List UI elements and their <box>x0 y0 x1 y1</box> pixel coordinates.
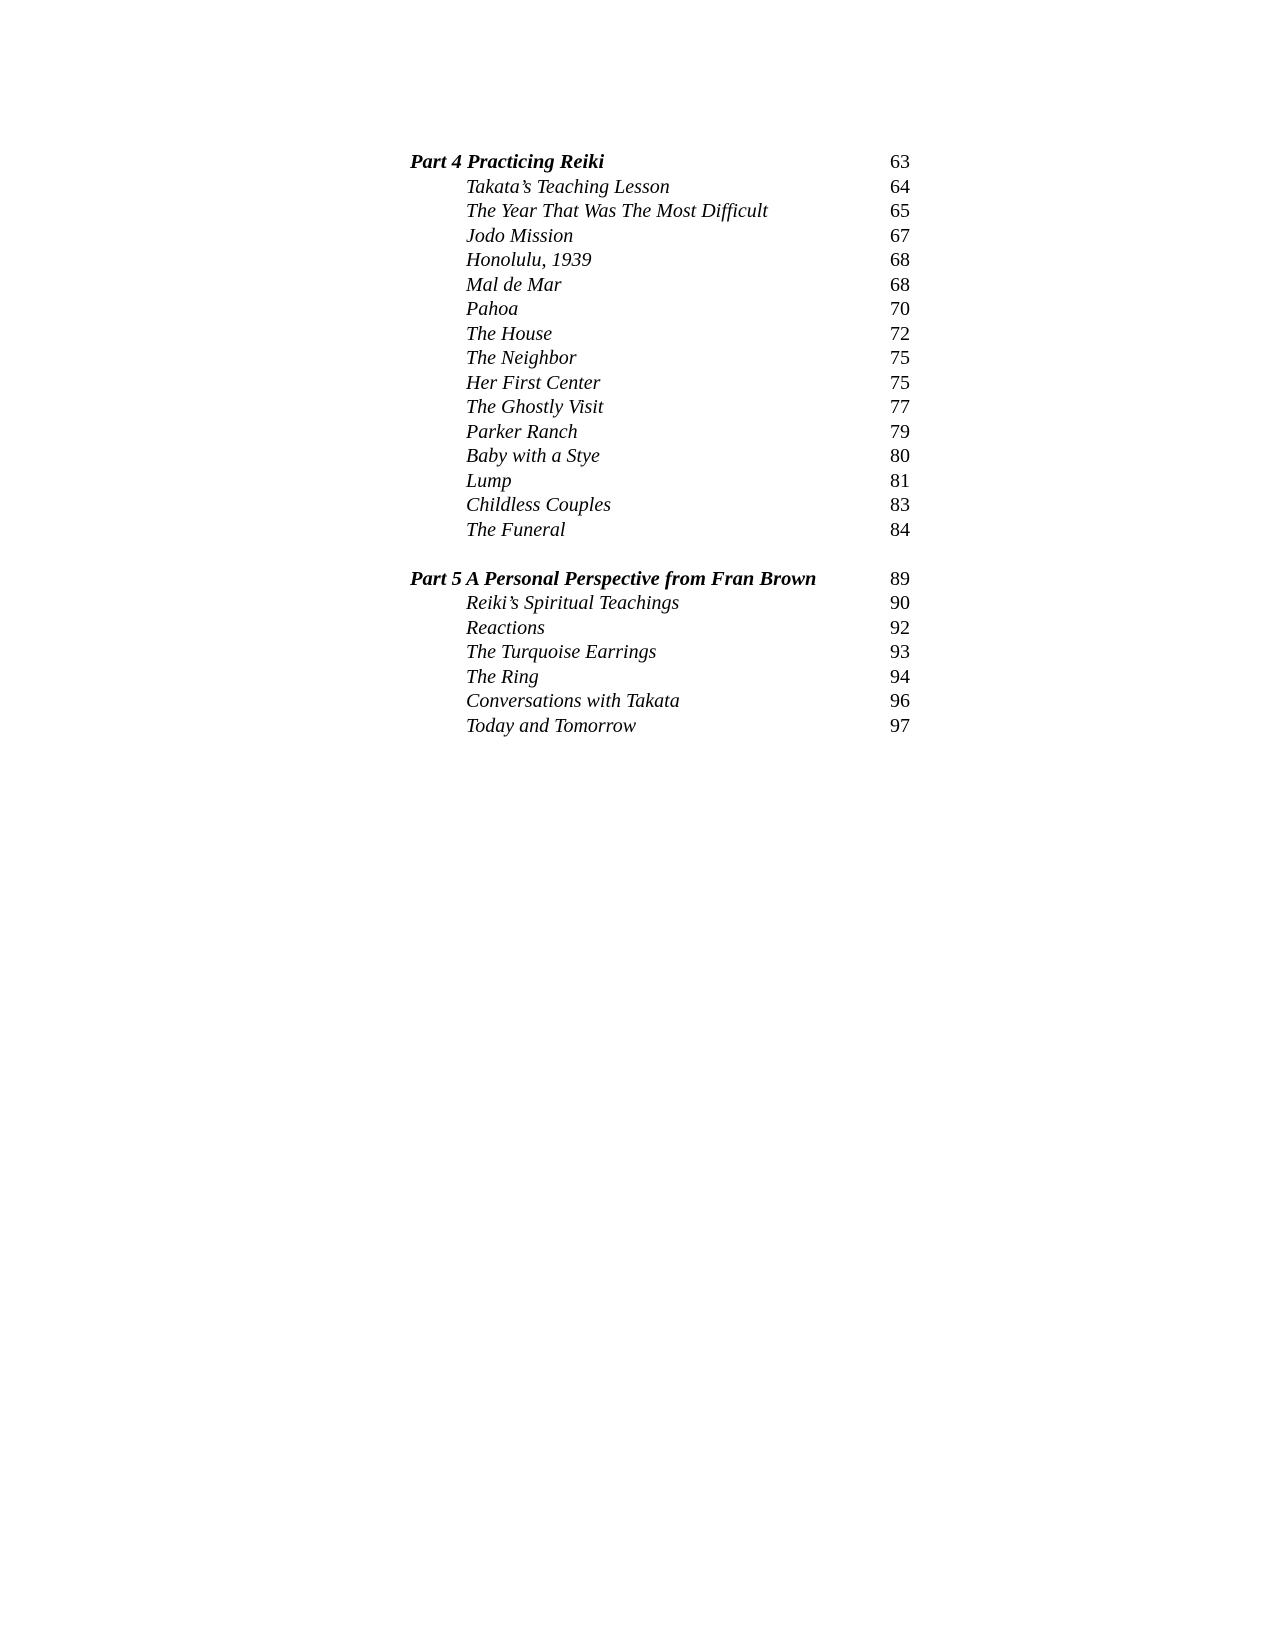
entry-title: Honolulu, 1939 <box>466 249 592 271</box>
toc-section-part-4 <box>410 150 910 542</box>
entry-page-number: 83 <box>890 494 910 516</box>
toc-entry <box>410 640 910 665</box>
entry-page-number: 96 <box>890 690 910 712</box>
toc-entry <box>410 420 910 445</box>
toc-entry <box>410 395 910 420</box>
entry-title: The Ring <box>466 665 539 688</box>
toc-entry <box>410 665 910 690</box>
entry-page-number: 65 <box>890 200 910 222</box>
entry-page-number: 84 <box>890 518 910 541</box>
entry-page-number: 72 <box>890 322 910 345</box>
entry-page-number: 97 <box>890 714 910 737</box>
entry-page-number: 64 <box>890 175 910 198</box>
entry-title: The Turquoise Earrings <box>466 641 657 663</box>
toc-entry <box>410 469 910 494</box>
toc-entry <box>410 224 910 249</box>
toc-entry <box>410 175 910 200</box>
toc-section-part-5 <box>410 567 910 739</box>
part-title: Part 5 A Personal Perspective from Fran Brown <box>410 567 817 590</box>
entry-page-number: 90 <box>890 592 910 614</box>
entry-page-number: 70 <box>890 298 910 320</box>
toc-entry <box>410 346 910 371</box>
entry-title: The Funeral <box>466 518 566 541</box>
entry-title: Lump <box>466 469 512 492</box>
entry-title: The House <box>466 322 553 345</box>
toc-entry <box>410 297 910 322</box>
toc-entry <box>410 493 910 518</box>
entry-title: The Ghostly Visit <box>466 396 604 418</box>
entry-title: Mal de Mar <box>466 273 562 296</box>
toc-entry <box>410 444 910 469</box>
toc-part-heading <box>410 150 910 175</box>
entry-title: Pahoa <box>466 298 519 320</box>
toc-entry <box>410 322 910 347</box>
entry-title: The Year That Was The Most Difficult <box>466 200 768 222</box>
entry-page-number: 75 <box>890 347 910 369</box>
entry-page-number: 79 <box>890 420 910 443</box>
entry-page-number: 92 <box>890 616 910 639</box>
toc-part-heading <box>410 567 910 592</box>
part-title: Part 4 Practicing Reiki <box>410 151 605 173</box>
toc-entry <box>410 518 910 543</box>
entry-page-number: 67 <box>890 224 910 247</box>
entry-title: Baby with a Stye <box>466 445 600 467</box>
entry-title: Today and Tomorrow <box>466 714 637 737</box>
entry-title: Parker Ranch <box>466 420 578 443</box>
entry-page-number: 68 <box>890 249 910 271</box>
entry-title: Her First Center <box>466 371 601 394</box>
entry-title: Childless Couples <box>466 494 612 516</box>
entry-page-number: 93 <box>890 641 910 663</box>
entry-title: The Neighbor <box>466 347 577 369</box>
entry-page-number: 77 <box>890 396 910 418</box>
toc-entry <box>410 371 910 396</box>
entry-title: Takata’s Teaching Lesson <box>466 175 670 198</box>
toc-entry <box>410 616 910 641</box>
toc-entry <box>410 591 910 616</box>
entry-page-number: 75 <box>890 371 910 394</box>
toc-entry <box>410 689 910 714</box>
entry-title: Jodo Mission <box>466 224 574 247</box>
entry-page-number: 80 <box>890 445 910 467</box>
toc-entry <box>410 199 910 224</box>
entry-page-number: 94 <box>890 665 910 688</box>
toc-entry <box>410 273 910 298</box>
table-of-contents <box>410 150 910 738</box>
part-page-number: 89 <box>890 567 910 590</box>
entry-page-number: 68 <box>890 273 910 296</box>
entry-title: Reiki’s Spiritual Teachings <box>466 592 680 614</box>
entry-page-number: 81 <box>890 469 910 492</box>
toc-entry <box>410 248 910 273</box>
entry-title: Reactions <box>466 616 545 639</box>
part-page-number: 63 <box>890 151 910 173</box>
entry-title: Conversations with Takata <box>466 690 680 712</box>
toc-entry <box>410 714 910 739</box>
